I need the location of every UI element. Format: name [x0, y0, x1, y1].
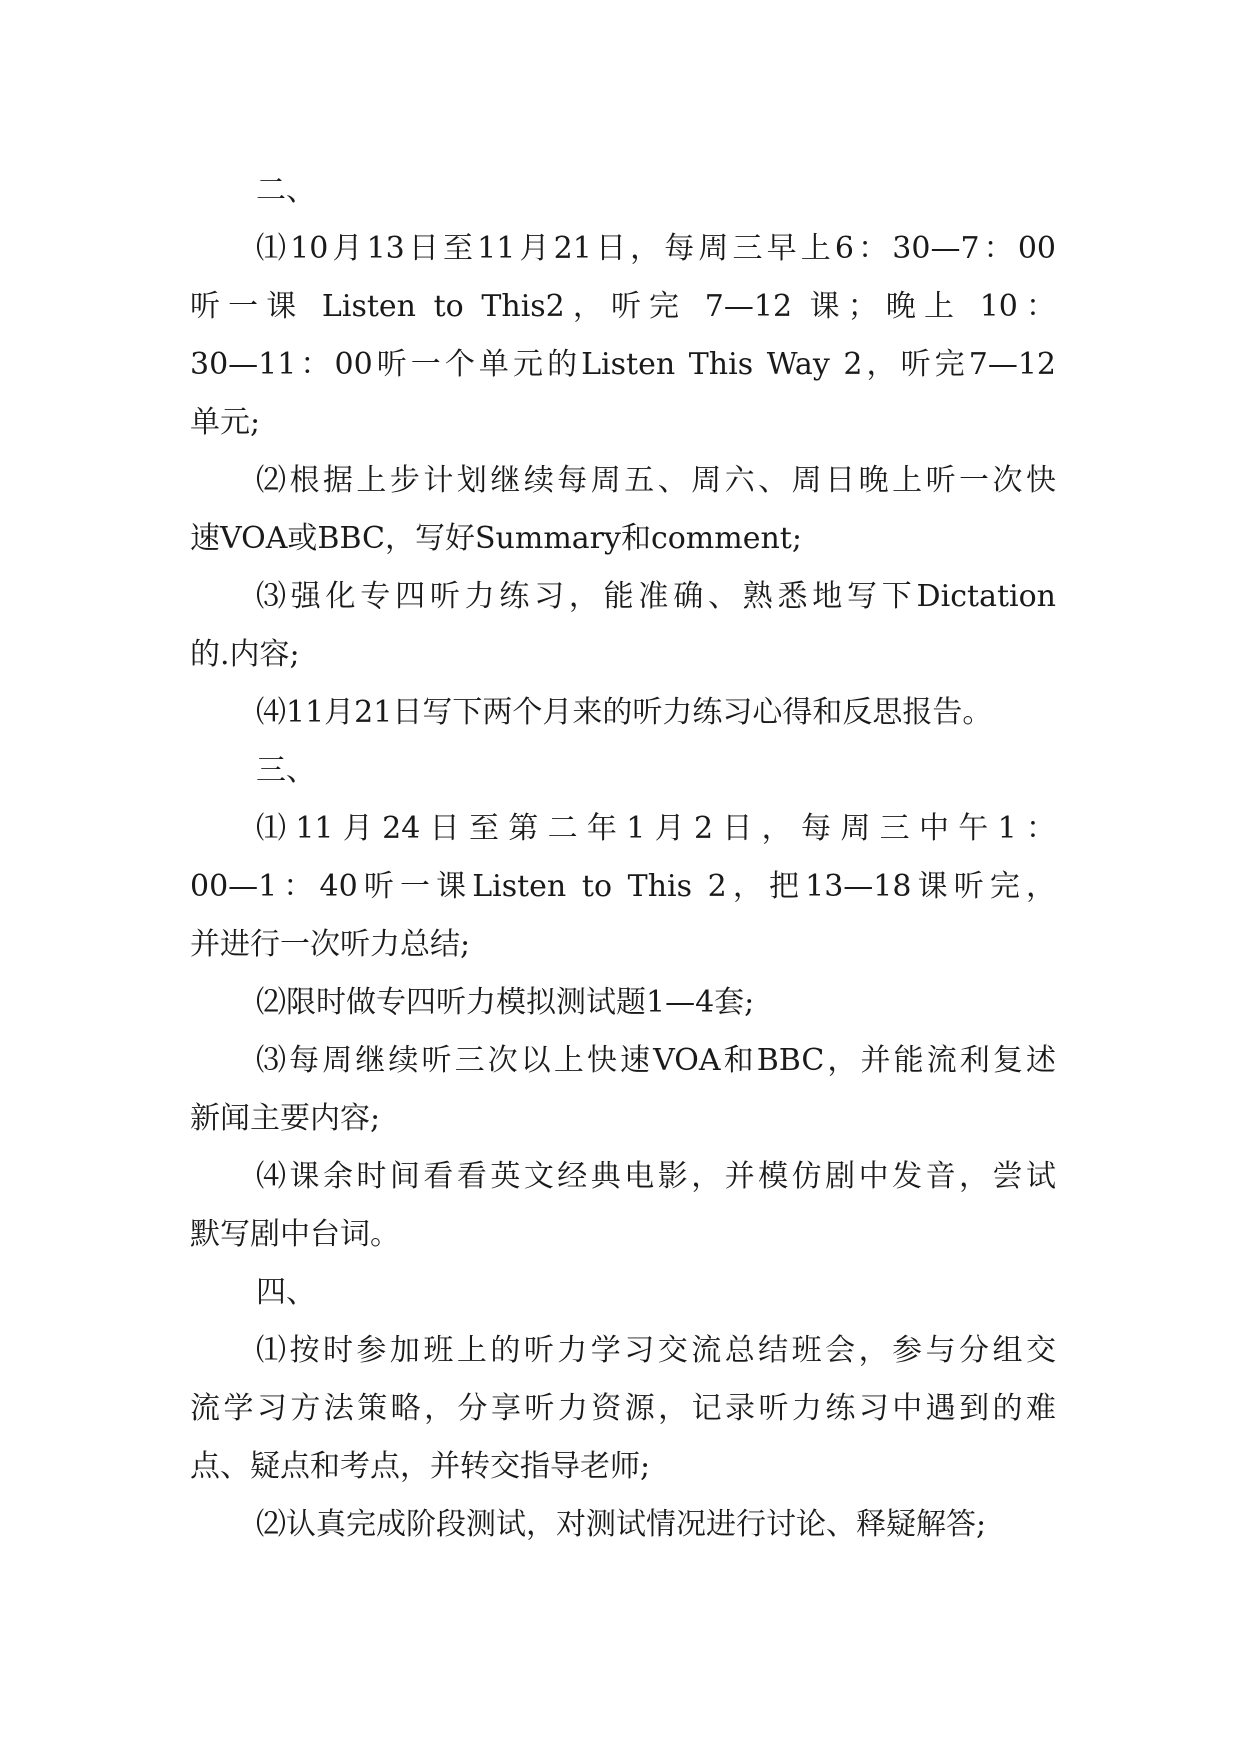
- document-page: [190, 162, 1056, 1554]
- paragraph-line: 速VOA或BBC，写好Summary和comment;: [190, 521, 802, 556]
- paragraph-line: 听一课 Listen to This2，听完 7—12 课；晚上 10：: [190, 289, 1056, 324]
- paragraph-line: 的.内容;: [190, 637, 300, 672]
- paragraph-line: ⑷课余时间看看英文经典电影，并模仿剧中发音，尝试: [256, 1159, 1056, 1194]
- paragraph-line: ⑵限时做专四听力模拟测试题1—4套;: [256, 985, 755, 1020]
- section-heading-2: 二、: [256, 173, 316, 208]
- paragraph-line: 单元;: [190, 405, 261, 440]
- paragraph-line: 并进行一次听力总结;: [190, 927, 471, 962]
- paragraph-line: ⑷11月21日写下两个月来的听力练习心得和反思报告。: [256, 695, 993, 730]
- paragraph-line: ⑴按时参加班上的听力学习交流总结班会，参与分组交: [256, 1333, 1056, 1368]
- paragraph-line: ⑵根据上步计划继续每周五、周六、周日晚上听一次快: [256, 463, 1056, 498]
- paragraph-line: ⑶每周继续听三次以上快速VOA和BBC，并能流利复述: [256, 1043, 1056, 1078]
- paragraph-line: ⑶强化专四听力练习，能准确、熟悉地写下Dictation: [256, 579, 1056, 614]
- section-heading-3: 三、: [256, 753, 316, 788]
- paragraph-line: ⑵认真完成阶段测试，对测试情况进行讨论、释疑解答;: [256, 1507, 987, 1542]
- paragraph-line: 点、疑点和考点，并转交指导老师;: [190, 1449, 651, 1484]
- paragraph-line: 00—1：40听一课Listen to This 2，把13—18课听完，: [190, 869, 1056, 904]
- paragraph-line: ⑴10月13日至11月21日，每周三早上6：30—7：00: [256, 231, 1056, 266]
- section-heading-4: 四、: [256, 1275, 316, 1310]
- paragraph-line: 30—11：00听一个单元的Listen This Way 2，听完7—12: [190, 347, 1056, 382]
- paragraph-line: 流学习方法策略，分享听力资源，记录听力练习中遇到的难: [190, 1391, 1056, 1426]
- paragraph-line: 默写剧中台词。: [190, 1217, 400, 1252]
- paragraph-line: 新闻主要内容;: [190, 1101, 381, 1136]
- paragraph-line: ⑴11月24日至第二年1月2日，每周三中午1：: [256, 811, 1056, 846]
